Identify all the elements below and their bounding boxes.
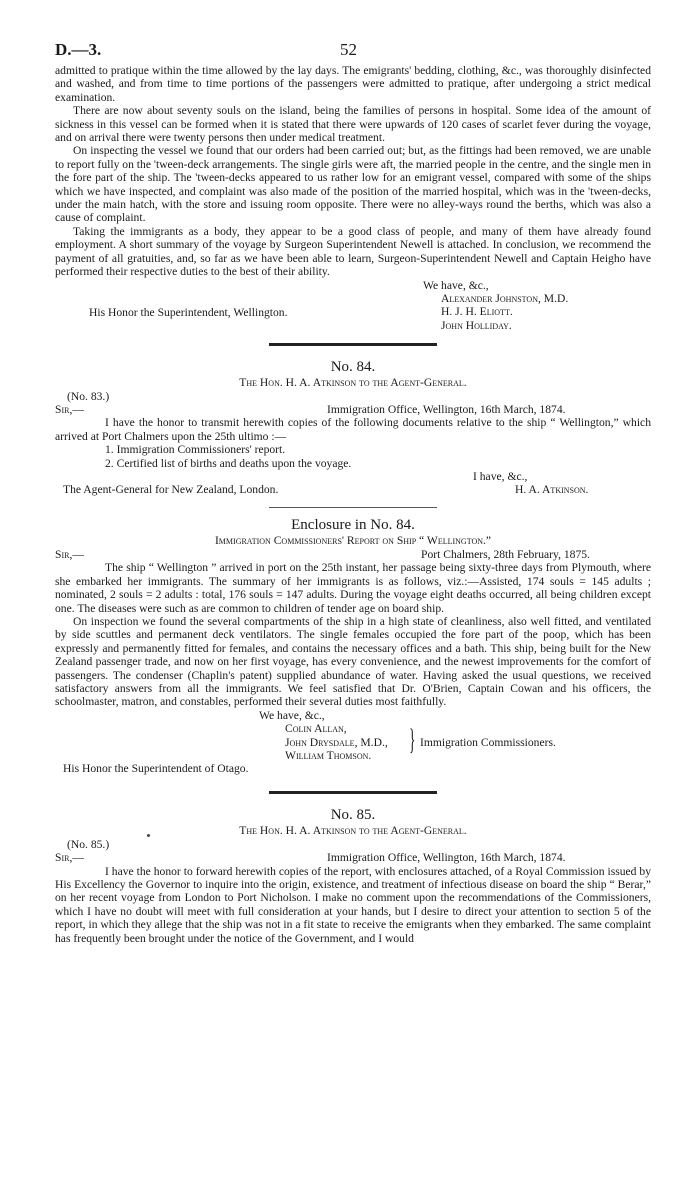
letter-heading: The Hon. H. A. Atkinson to the Agent-General. [239,823,467,837]
page-number: 52 [340,40,357,59]
salutation-row [55,851,651,864]
paragraph: admitted to pratique within the time allowed by the lay days. The emigrants' bedding, clothing, &c., was thoroughly disinfected and washed, and from time to time portions of the passengers were admitted to pratique, after undergoing a strict medical examination. [55,64,651,104]
closing-block [55,470,651,497]
addressee: The Agent-General for New Zealand, London. [63,483,279,497]
paragraph: There are now about seventy souls on the island, being the families of persons in hospital. Some idea of the amount of sickness in this vessel can be formed when it is stated that there were upwards of 120 cases of scarlet fever during the voyage, and on arrival there were twenty persons then under medical treatment. [55,104,651,145]
signatories [285,722,388,762]
closing: I have, &c., [473,469,528,483]
ink-dot [147,834,150,837]
letter-number: No. 85. [330,806,376,823]
signatory-name: John Drysdale, M.D., [285,735,388,749]
enclosure-title: Enclosure in No. 84. [291,516,415,533]
location-date: Immigration Office, Wellington, 16th March, 1874. [327,402,566,416]
list-item: 1. Immigration Commissioners' report. [105,443,286,457]
section-code: D.—3. [55,40,102,59]
brace-glyph: } [408,722,416,756]
document-page [55,40,651,945]
reference: (No. 85.) [67,837,110,851]
letter-body: I have the honor to transmit herewith copies of the following documents relative to the ship “ Wellington,” which arrived at Port Chalmers upon the 25th ultimo :— [55,416,651,443]
location-date: Port Chalmers, 28th February, 1875. [421,547,590,561]
salutation: Sir,— [55,547,84,561]
signatories [423,279,568,333]
letter-body: I have the honor to forward herewith copies of the report, with enclosures attached, of a Royal Commission issued by His Excellency the Governor to inquire into the origin, existence, and treatment of infectious disease on board the ship “ Berar,” on her recent voyage from London to Port Nicholson. I make no comment upon the recommendations of the Commissioners, which I have no doubt will meet with full consideration at your hands, but I desire to direct your attention to section 5 of the report, in which they allege that the ship was not in a fit state to receive the emigrants when they embarked. The same complaint has frequently been brought under the notice of the Government, and I would [55,864,651,945]
paragraph: The ship “ Wellington ” arrived in port on the 25th instant, her passage being sixty-three days from Plymouth, where she embarked her immigrants. The summary of her immigrants is as follows, viz.:—Assisted, 174 souls = 145 adults ; nominated, 2 souls = 2 adults : total, 176 souls = 147 adults. During the voyage eight deaths occurred, all being children except one. The diseases were such as are common to children of tender age on board ship. [55,561,651,615]
signatory-name: William Thomson. [285,748,372,762]
signatory-name: Colin Allan, [285,722,347,736]
salutation: Sir,— [55,851,84,865]
salutation: Sir,— [55,402,84,416]
closing: We have, &c., [423,278,489,292]
commissioners-signature [55,709,651,773]
location-date: Immigration Office, Wellington, 16th March, 1874. [327,851,566,865]
signatory-name: John Holliday. [441,318,512,332]
letter-heading: The Hon. H. A. Atkinson to the Agent-General. [239,375,467,389]
closing: We have, &c., [259,708,325,722]
salutation-row [55,403,651,416]
signatory-name: Alexander Johnston, M.D. [441,291,569,305]
enclosure-heading: Immigration Commissioners' Report on Ship “ Wellington.” [214,533,492,547]
addressee: His Honor the Superintendent of Otago. [63,761,249,775]
signatory-name: H. J. H. Eliott. [441,305,513,319]
commissioners-role: Immigration Commissioners. [420,735,556,749]
list-item: 2. Certified list of births and deaths upon the voyage. [105,456,352,470]
signature-block [55,279,651,333]
enclosure-list [55,443,651,470]
letter-number: No. 84. [330,358,376,375]
reference: (No. 83.) [67,389,110,403]
salutation-row [55,548,651,561]
signatory-name: H. A. Atkinson. [515,483,589,497]
paragraph: Taking the immigrants as a body, they appear to be a good class of people, and many of them have already found employment. A short summary of the voyage by Surgeon Superintendent Newell is attached. In conclusion, we recommend the payment of all gratuities, and, so far as we have been able to learn, Surgeon-Superintendent Newell and Captain Heigho have performed their respective duties to the best of their ability. [55,224,651,279]
paragraph: On inspection we found the several compartments of the ship in a high state of cleanliness, also well fitted, and ventilated by side scuttles and permanent deck ventilators. The single females occupied the fore part of the poop, which has been expressly and permanently fitted for females, and contains the necessary offices and a bath. This ship, being built for the New Zealand passenger trade, and now on her first voyage, has every convenience, and the newest improvements for the comfort of passengers. The condenser (Chaplin's patent) supplied abundance of water. Having asked the usual questions, we received satisfactory answers from all the immigrants. We feel satisfied that Dr. O'Brien, Captain Cowan and his officers, the schoolmaster, matron, and constables, performed their several duties most faithfully. [55,614,651,709]
addressee: His Honor the Superintendent, Wellington. [89,305,288,319]
paragraph: On inspecting the vessel we found that our orders had been carried out; but, as the fittings had been removed, we are unable to report fully on the 'tween-deck arrangements. The single girls were aft, the married people in the centre, and the single men in the fore part of the ship. The 'tween-decks appeared to us rather low for an emigrant vessel, compared with some of the ships which we have inspected, and complaint was also made of the position of the married hospital, which was in the 'tween-decks, under the main hatch, with the store and issuing room opposite. There were no alley-ways round the berths, which was also a cause of complaint. [55,144,651,225]
page-header [55,40,651,64]
